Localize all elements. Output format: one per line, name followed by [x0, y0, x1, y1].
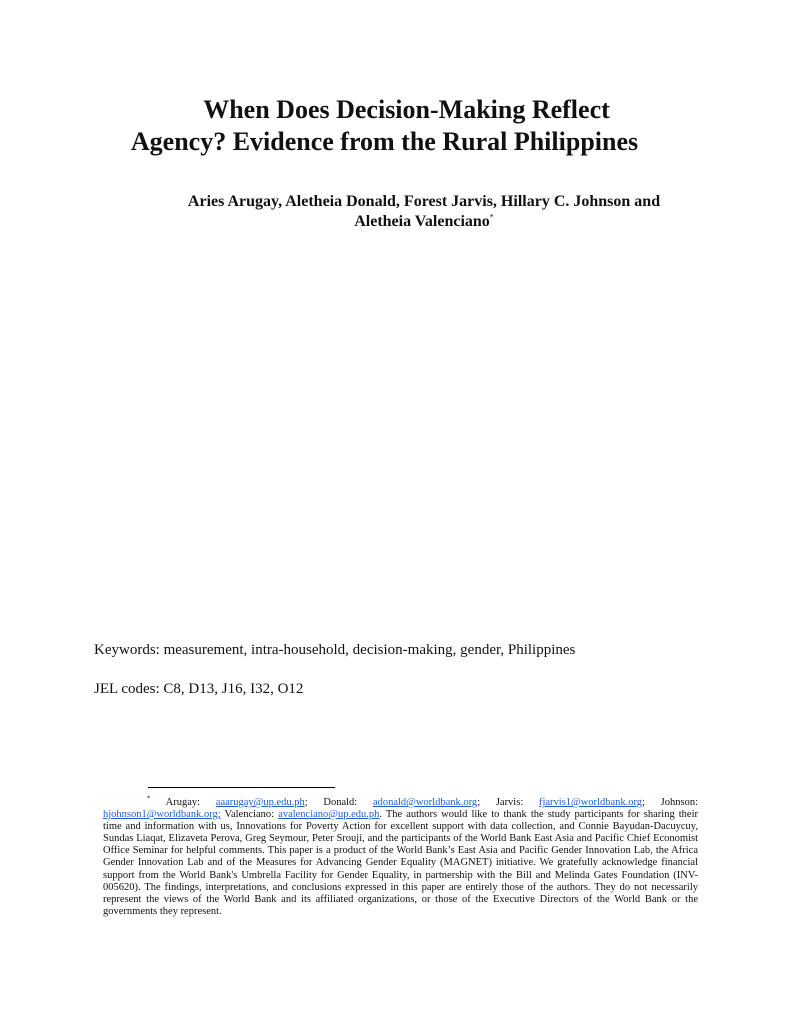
footnote-valenciano-label: Valenciano: [220, 809, 275, 821]
email-link-valenciano[interactable]: avalenciano@up.edu.ph [278, 809, 380, 821]
paper-title [60, 94, 731, 158]
footnote-arugay-label: Arugay: [165, 797, 201, 808]
footnote-body: . The authors would like to thank the study participants for sharing their time and information with us, Innovations for Poverty Action for excellent support with data collection, and Connie Bayudan-Dacuycuy, Sundas Liaqat, Elizaveta Perova, Greg Seymour, Peter Srouji, and the participants of the World Bank East Asia and Pacific Chief Economist Office Seminar for helpful comments. This paper is a product of the World Bank’s East Asia and Pacific Gender Innovation Lab, the Africa Gender Innovation Lab and of the Measures for Advancing Gender Equality (MAGNET) initiative. We gratefully acknowledge financial support from the World Bank's Umbrella Facility for Gender Equality, in partnership with the Bill and Melinda Gates Foundation (INV-005620). The findings, interpretations, and conclusions expressed in this paper are entirely those of the authors. They do not necessarily represent the views of the World Bank and its affiliated organizations, or those of the Executive Directors of the World Bank or the governments they represent. [103, 809, 699, 917]
email-link-johnson[interactable]: hjohnson1@worldbank.org; [103, 809, 221, 821]
jel-codes: JEL codes: C8, D13, J16, I32, O12 [94, 681, 304, 697]
paper-title-line-2: Agency? Evidence from the Rural Philippines [130, 127, 639, 156]
author-list-line-1: Aries Arugay, Aletheia Donald, Forest Jarvis, Hillary C. Johnson and [187, 193, 661, 210]
author-list [150, 192, 698, 232]
author-last-name: Aletheia Valenciano [354, 213, 490, 230]
footnote-donald-label: ; Donald: [304, 797, 358, 808]
email-link-donald[interactable]: adonald@worldbank.org [372, 797, 478, 808]
author-list-line-2 [150, 212, 698, 232]
paper-title-line-1: When Does Decision-Making Reflect [203, 95, 610, 124]
footnote-jarvis-label: ; Jarvis: [477, 797, 524, 808]
keywords: Keywords: measurement, intra-household, decision-making, gender, Philippines [94, 642, 576, 658]
email-link-arugay[interactable]: aaarugay@up.edu.ph [215, 797, 305, 808]
author-footnote [103, 794, 699, 918]
author-footnote-marker[interactable]: * [489, 212, 494, 222]
footnote-johnson-label: ; Johnson: [642, 797, 699, 808]
footnote-divider [148, 787, 335, 788]
footnote-marker: * [147, 794, 151, 803]
email-link-jarvis[interactable]: fjarvis1@worldbank.org [538, 797, 643, 808]
